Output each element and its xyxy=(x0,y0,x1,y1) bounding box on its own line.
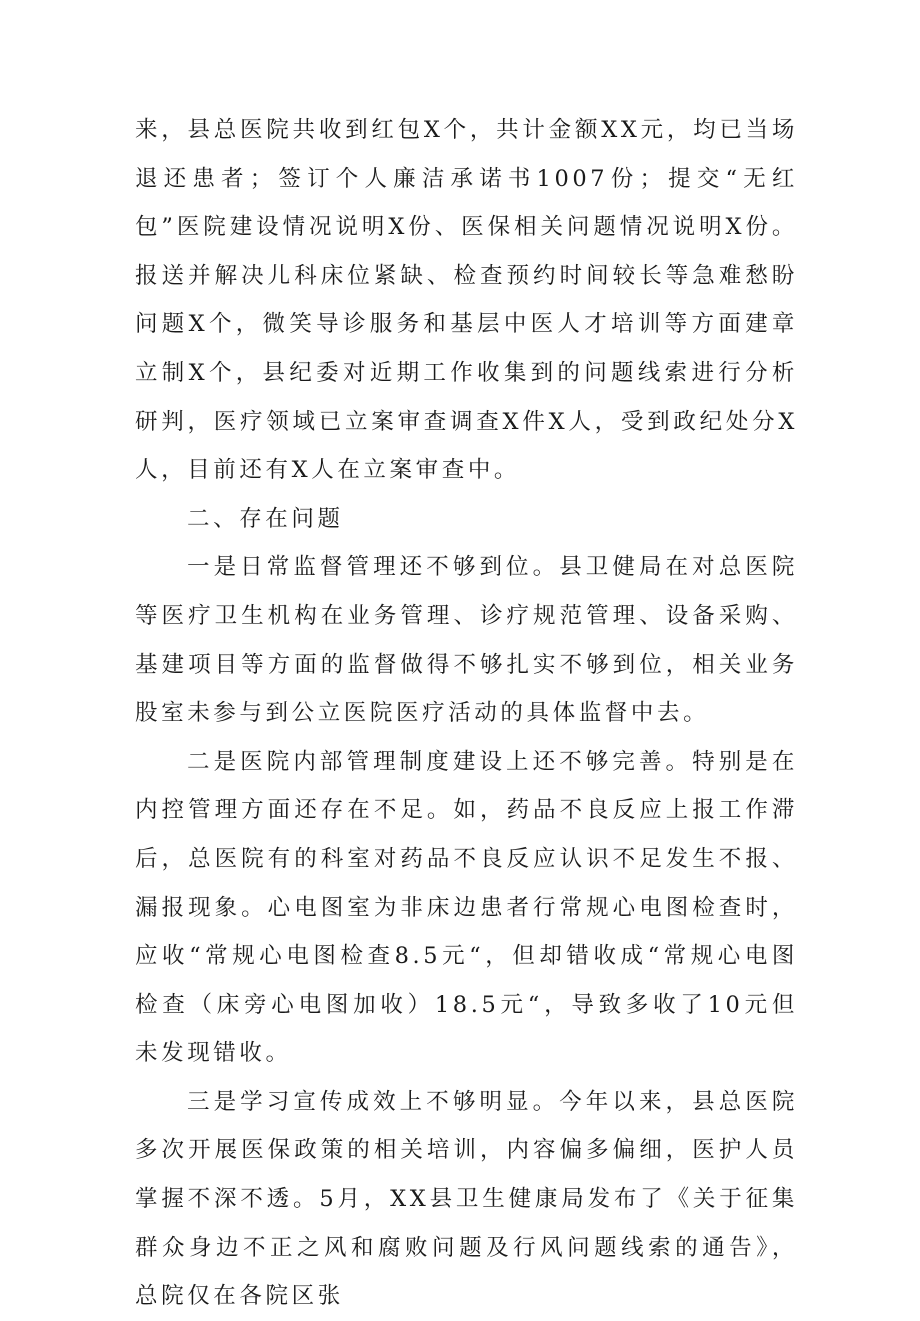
continuation-paragraph: 来，县总医院共收到红包X个，共计金额XX元，均已当场退还患者；签订个人廉洁承诺书1007份；提交“无红包”医院建设情况说明X份、医保相关问题情况说明X份。报送并解决儿科床位紧缺、检查预约时间较长等急难愁盼问题X个，微笑导诊服务和基层中医人才培训等方面建章立制X个，县纪委对近期工作收集到的问题线索进行分析研判，医疗领域已立案审查调查X件X人，受到政纪处分X人，目前还有X人在立案审查中。 xyxy=(135,117,798,484)
document-page xyxy=(135,106,798,1321)
issue-paragraph-1: 一是日常监督管理还不够到位。县卫健局在对总医院等医疗卫生机构在业务管理、诊疗规范管理、设备采购、基建项目等方面的监督做得不够扎实不够到位，相关业务股室未参与到公立医院医疗活动的具体监督中去。 xyxy=(135,554,798,727)
section-heading: 二、存在问题 xyxy=(187,505,344,532)
issue-paragraph-3: 三是学习宣传成效上不够明显。今年以来，县总医院多次开展医保政策的相关培训，内容偏多偏细，医护人员掌握不深不透。5月，XX县卫生健康局发布了《关于征集群众身边不正之风和腐败问题及行风问题线索的通告》，总院仅在各院区张 xyxy=(135,1088,798,1310)
issue-paragraph-2: 二是医院内部管理制度建设上还不够完善。特别是在内控管理方面还存在不足。如，药品不良反应上报工作滞后，总医院有的科室对药品不良反应认识不足发生不报、漏报现象。心电图室为非床边患者行常规心电图检查时，应收“常规心电图检查8.5元“，但却错收成“常规心电图检查（床旁心电图加收）18.5元“，导致多收了10元但未发现错收。 xyxy=(135,748,798,1067)
